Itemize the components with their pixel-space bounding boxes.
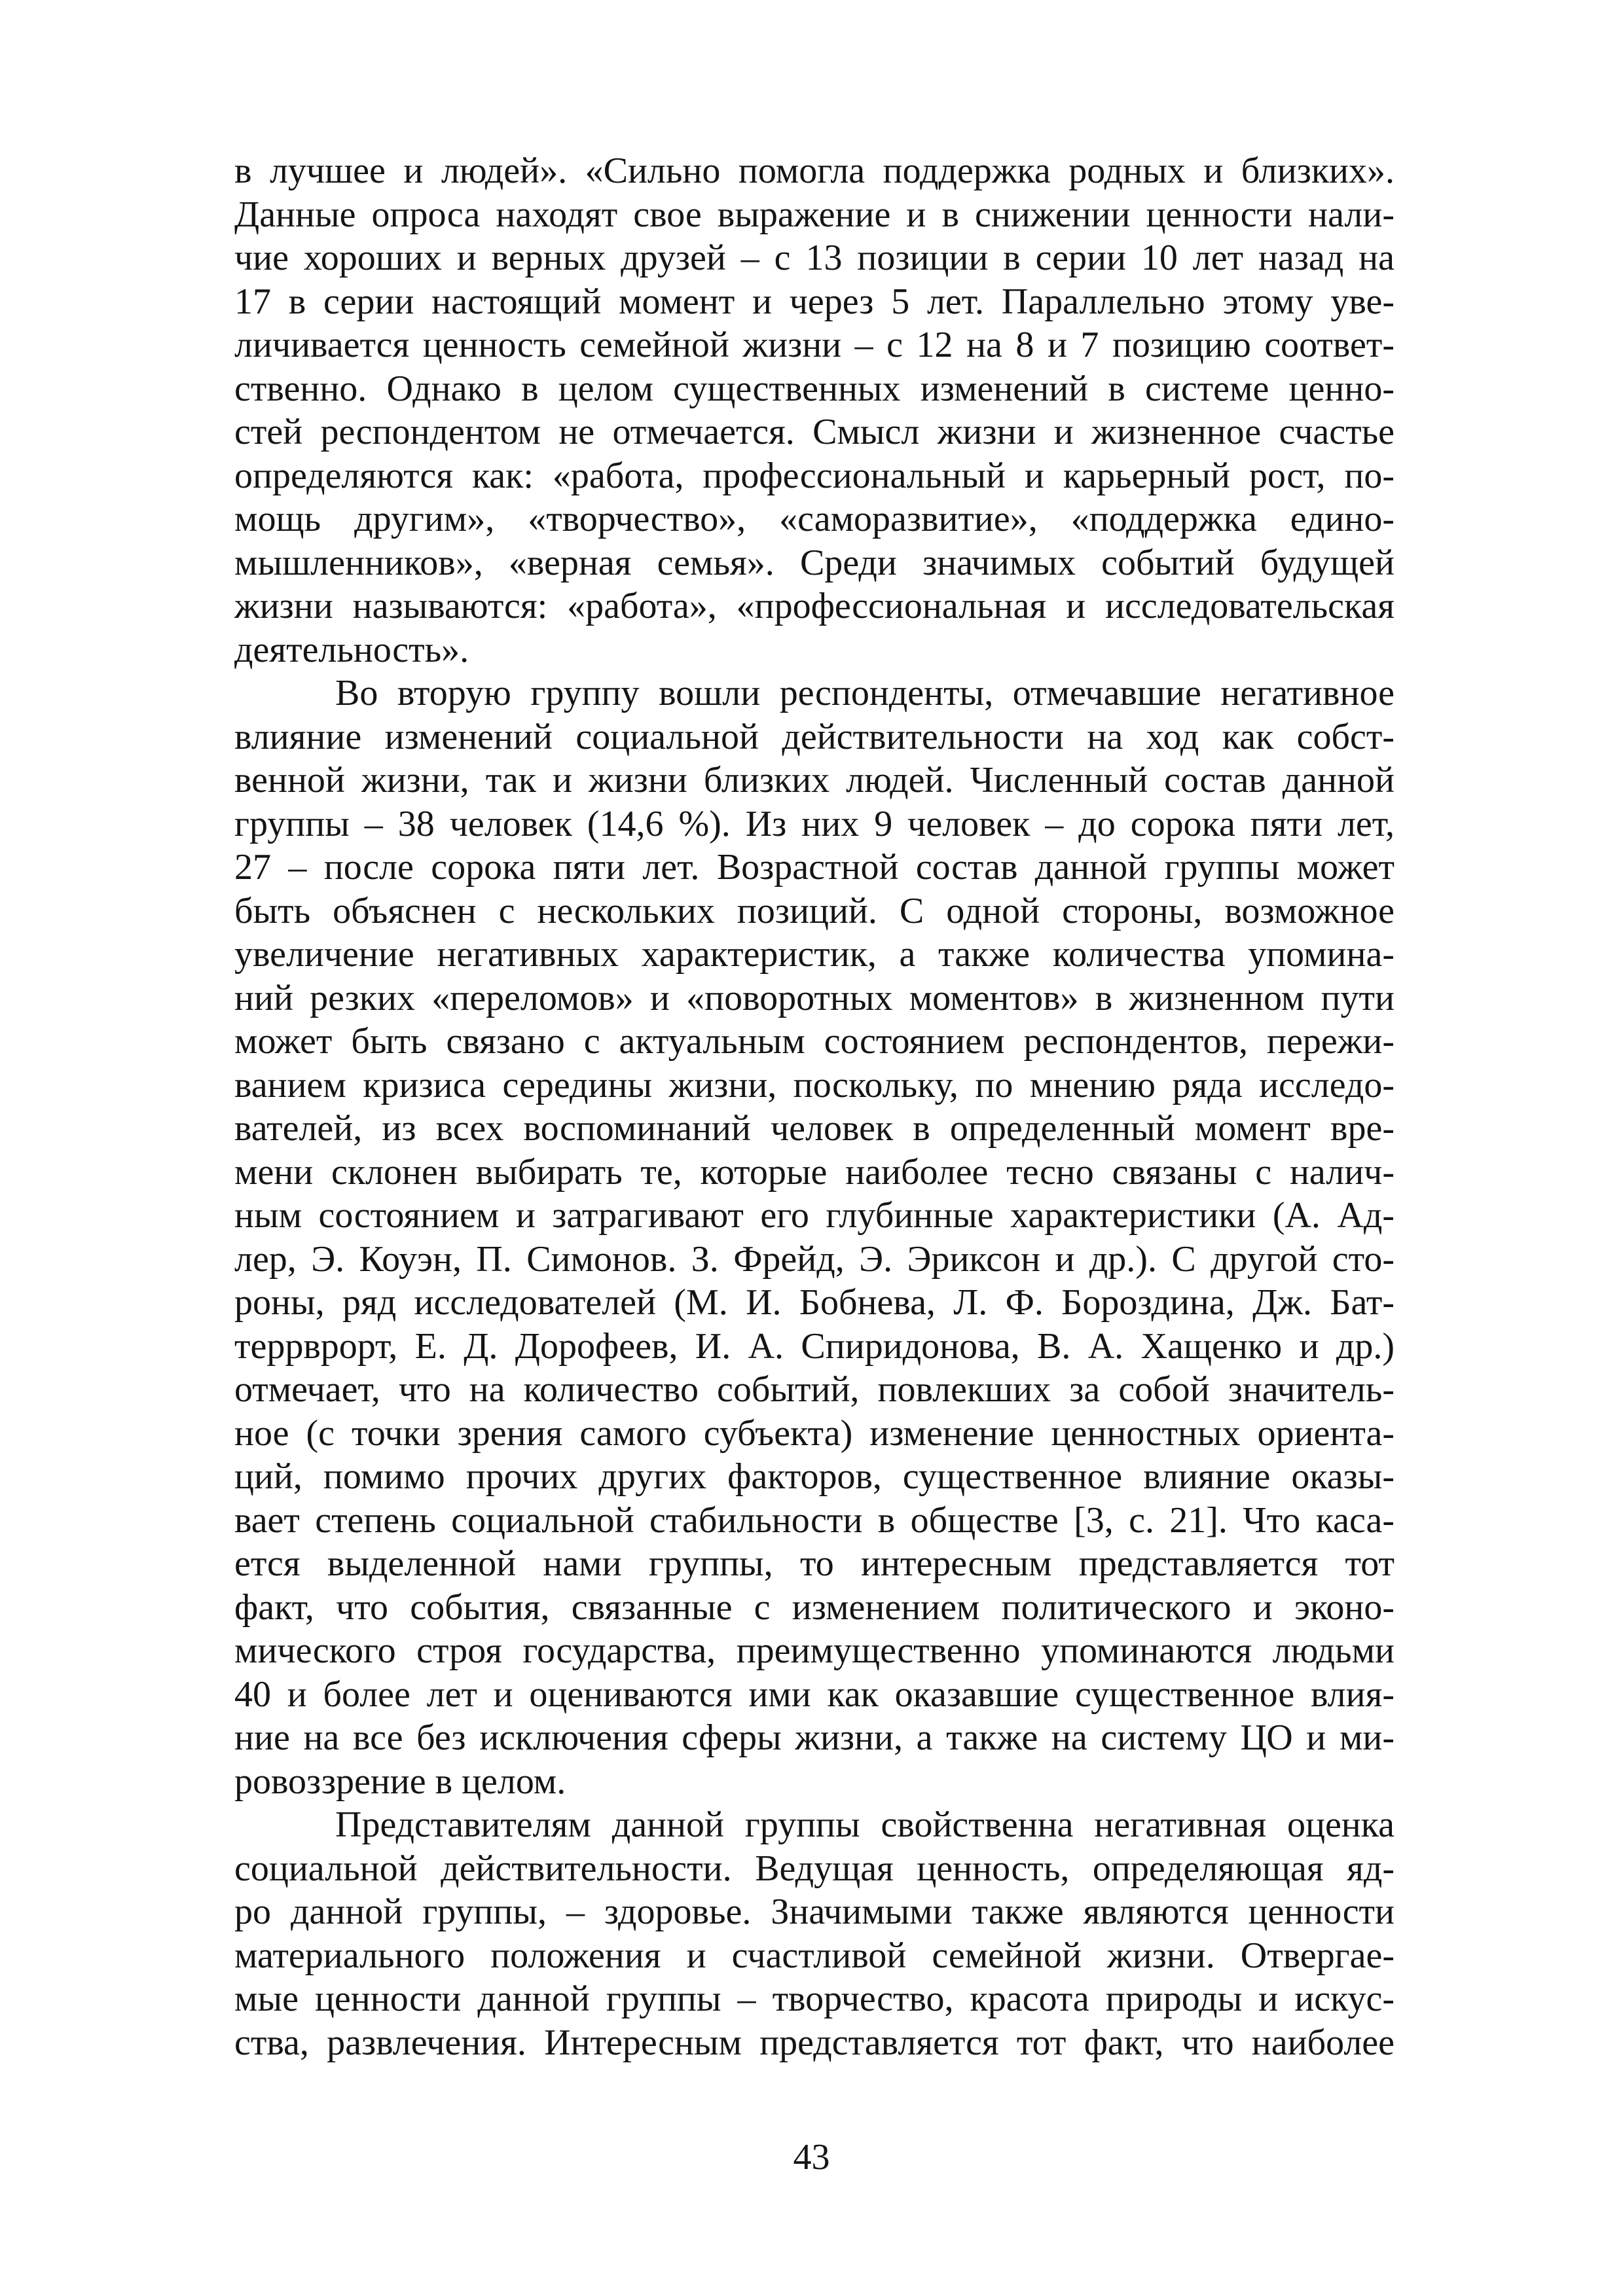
page-body [234,149,1395,2064]
text-line: ний резких «переломов» и «поворотных моментов» в жизненном пути [234,977,1395,1018]
text-line: социальной действительности. Ведущая ценность, определяющая яд- [234,1848,1395,1889]
text-line: 40 и более лет и оцениваются ими как оказавшие существенное влия- [234,1674,1395,1715]
paragraph-1 [234,149,1395,672]
text-line: ровоззрение в целом. [234,1761,566,1802]
text-line: ние на все без исключения сферы жизни, а также на систему ЦО и ми- [234,1717,1395,1758]
text-line: увеличение негативных характеристик, а также количества упомина- [234,934,1395,975]
page-number: 43 [793,2137,830,2178]
text-line: в лучшее и людей». «Сильно помогла поддержка родных и близких». [234,151,1395,191]
text-line: лер, Э. Коуэн, П. Симонов. З. Фрейд, Э. Эриксон и др.). С другой сто- [234,1238,1395,1280]
text-line: Во вторую группу вошли респонденты, отмечавшие негативное [335,673,1395,713]
text-line: мического строя государства, преимущественно упоминаются людьми [234,1630,1395,1671]
text-line: вателей, из всех воспоминаний человек в определенный момент вре- [234,1108,1395,1149]
text-line: определяются как: «работа, профессиональный и карьерный рост, по- [234,455,1395,496]
text-line: террврорт, Е. Д. Дорофеев, И. А. Спиридонова, В. А. Хащенко и др.) [234,1325,1395,1367]
text-line: мощь другим», «творчество», «саморазвитие», «поддержка едино- [234,499,1395,539]
text-line: венной жизни, так и жизни близких людей. Численный состав данной [234,760,1395,800]
text-line: роны, ряд исследователей (М. И. Бобнева, Л. Ф. Бороздина, Дж. Бат- [234,1282,1395,1323]
text-line: личивается ценность семейной жизни – с 12 на 8 и 7 позицию соответ- [234,325,1395,365]
text-line: деятельность». [234,629,469,670]
text-line: стей респондентом не отмечается. Смысл жизни и жизненное счастье [234,412,1395,452]
text-line: мышленников», «верная семья». Среди значимых событий будущей [234,542,1395,583]
text-line: вает степень социальной стабильности в обществе [3, с. 21]. Что каса- [234,1499,1395,1541]
text-line: ства, развлечения. Интересным представляется тот факт, что наиболее [234,2022,1395,2063]
text-line: мые ценности данной группы – творчество, красота природы и искус- [234,1979,1395,2019]
text-line: мени склонен выбирать те, которые наиболее тесно связаны с налич- [234,1151,1395,1193]
text-line: быть объяснен с нескольких позиций. С одной стороны, возможное [234,890,1395,931]
text-line: может быть связано с актуальным состоянием респондентов, пережи- [234,1021,1395,1062]
text-line: ванием кризиса середины жизни, поскольку, по мнению ряда исследо- [234,1064,1395,1105]
text-line: чие хороших и верных друзей – с 13 позиции в серии 10 лет назад на [234,238,1395,278]
paragraph-2 [234,672,1395,1803]
text-line: жизни называются: «работа», «профессиональная и исследовательская [234,586,1395,626]
paragraph-3 [234,1803,1395,2064]
text-line: 27 – после сорока пяти лет. Возрастной состав данной группы может [234,847,1395,888]
text-line: ций, помимо прочих других факторов, существенное влияние оказы- [234,1456,1395,1497]
text-line: ственно. Однако в целом существенных изменений в системе ценно- [234,368,1395,409]
text-line: материального положения и счастливой семейной жизни. Отвергае- [234,1935,1395,1976]
text-line: группы – 38 человек (14,6 %). Из них 9 человек – до сорока пяти лет, [234,803,1395,844]
text-line: ро данной группы, – здоровье. Значимыми также являются ценности [234,1892,1395,1932]
text-line: Представителям данной группы свойственна негативная оценка [335,1804,1395,1845]
text-line: ным состоянием и затрагивают его глубинные характеристики (А. Ад- [234,1195,1395,1236]
text-line: 17 в серии настоящий момент и через 5 лет. Параллельно этому уве- [234,281,1395,322]
text-line: ное (с точки зрения самого субъекта) изменение ценностных ориента- [234,1412,1395,1454]
text-line: факт, что события, связанные с изменением политического и эконо- [234,1587,1395,1628]
text-line: ется выделенной нами группы, то интересным представляется тот [234,1543,1395,1584]
text-line: Данные опроса находят свое выражение и в снижении ценности нали- [234,194,1395,235]
text-line: отмечает, что на количество событий, повлекших за собой значитель- [234,1369,1395,1410]
text-line: влияние изменений социальной действительности на ход как собст- [234,716,1395,757]
